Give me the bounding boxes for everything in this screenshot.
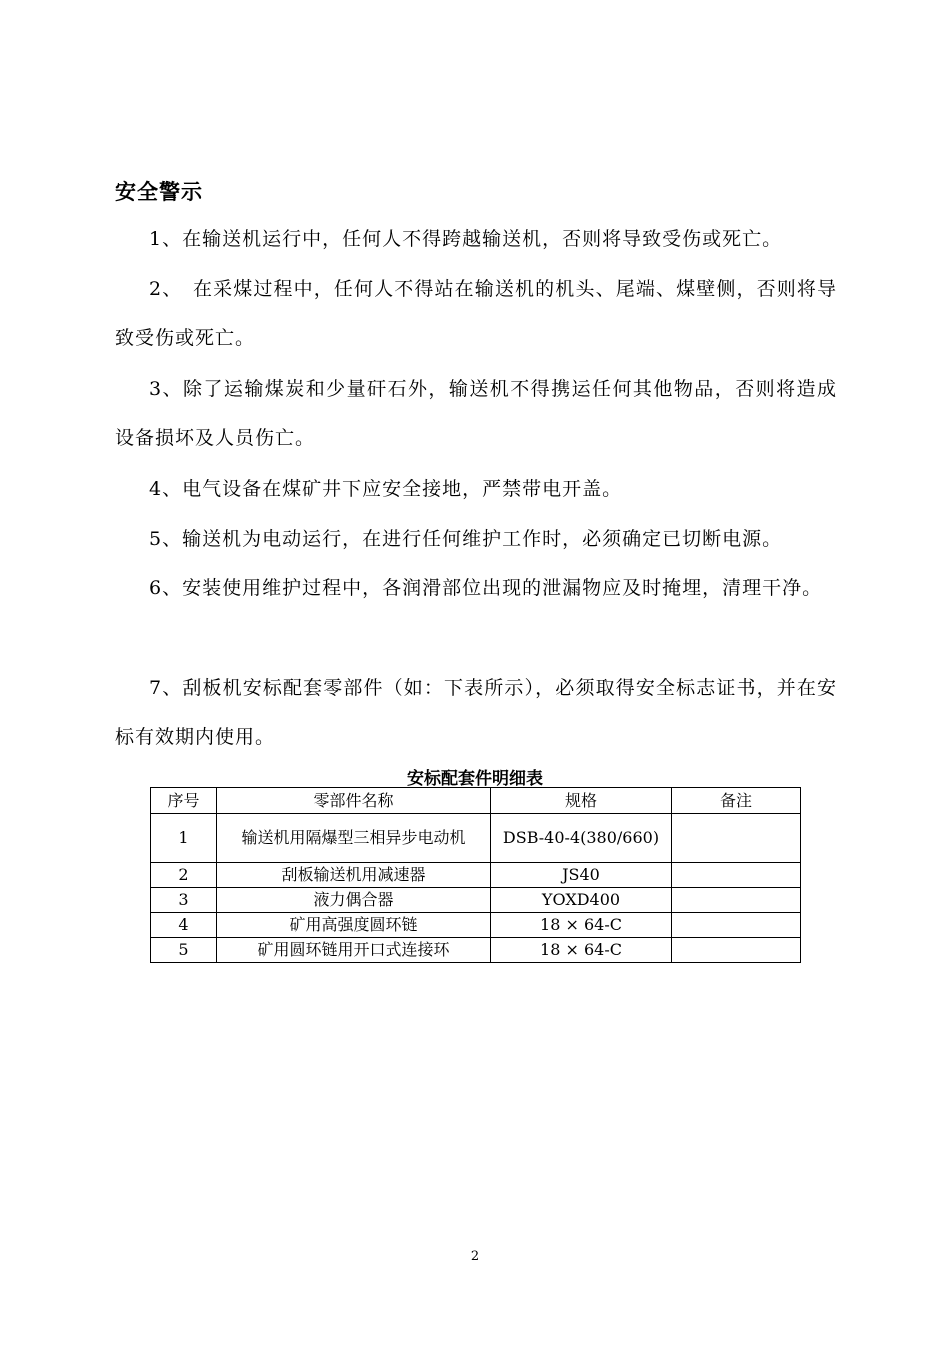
cell-seq: 2	[151, 863, 217, 888]
cell-seq: 5	[151, 938, 217, 963]
header-part-name: 零部件名称	[217, 788, 491, 814]
cell-spec: JS40	[491, 863, 672, 888]
cell-part-name: 输送机用隔爆型三相异步电动机	[217, 814, 491, 863]
cell-remark	[672, 913, 801, 938]
header-spec: 规格	[491, 788, 672, 814]
cell-seq: 3	[151, 888, 217, 913]
table-row	[151, 814, 801, 863]
safety-warning-heading: 安全警示	[115, 179, 203, 204]
parts-table	[150, 787, 801, 963]
table-title: 安标配套件明细表	[407, 769, 543, 789]
warning-item-5: 5、输送机为电动运行，在进行任何维护工作时，必须确定已切断电源。	[149, 528, 783, 550]
header-seq: 序号	[151, 788, 217, 814]
cell-spec: YOXD400	[491, 888, 672, 913]
warning-item-3: 3、除了运输煤炭和少量矸石外，输送机不得携运任何其他物品，否则将造成设备损坏及人员伤亡。	[115, 378, 837, 449]
warning-item-4: 4、电气设备在煤矿井下应安全接地，严禁带电开盖。	[149, 478, 623, 500]
warning-item-6: 6、安装使用维护过程中，各润滑部位出现的泄漏物应及时掩埋，清理干净。	[149, 577, 823, 599]
cell-part-name: 刮板输送机用减速器	[217, 863, 491, 888]
table-row	[151, 863, 801, 888]
warning-item-2: 2、 在采煤过程中，任何人不得站在输送机的机头、尾端、煤壁侧，否则将导致受伤或死亡。	[115, 278, 837, 349]
cell-part-name: 液力偶合器	[217, 888, 491, 913]
cell-part-name: 矿用圆环链用开口式连接环	[217, 938, 491, 963]
table-row	[151, 888, 801, 913]
table-row	[151, 938, 801, 963]
cell-seq: 1	[151, 814, 217, 863]
cell-remark	[672, 863, 801, 888]
warning-item-7: 7、刮板机安标配套零部件（如：下表所示），必须取得安全标志证书，并在安标有效期内使用。	[115, 677, 837, 748]
cell-remark	[672, 938, 801, 963]
warning-item-1: 1、在输送机运行中，任何人不得跨越输送机，否则将导致受伤或死亡。	[149, 228, 783, 250]
cell-remark	[672, 888, 801, 913]
cell-part-name: 矿用高强度圆环链	[217, 913, 491, 938]
cell-spec: 18 × 64-C	[491, 938, 672, 963]
cell-remark	[672, 814, 801, 863]
cell-seq: 4	[151, 913, 217, 938]
cell-spec: DSB-40-4(380/660)	[491, 814, 672, 863]
page-number: 2	[470, 1249, 480, 1264]
table-row	[151, 913, 801, 938]
header-remark: 备注	[672, 788, 801, 814]
cell-spec: 18 × 64-C	[491, 913, 672, 938]
table-header-row	[151, 788, 801, 814]
